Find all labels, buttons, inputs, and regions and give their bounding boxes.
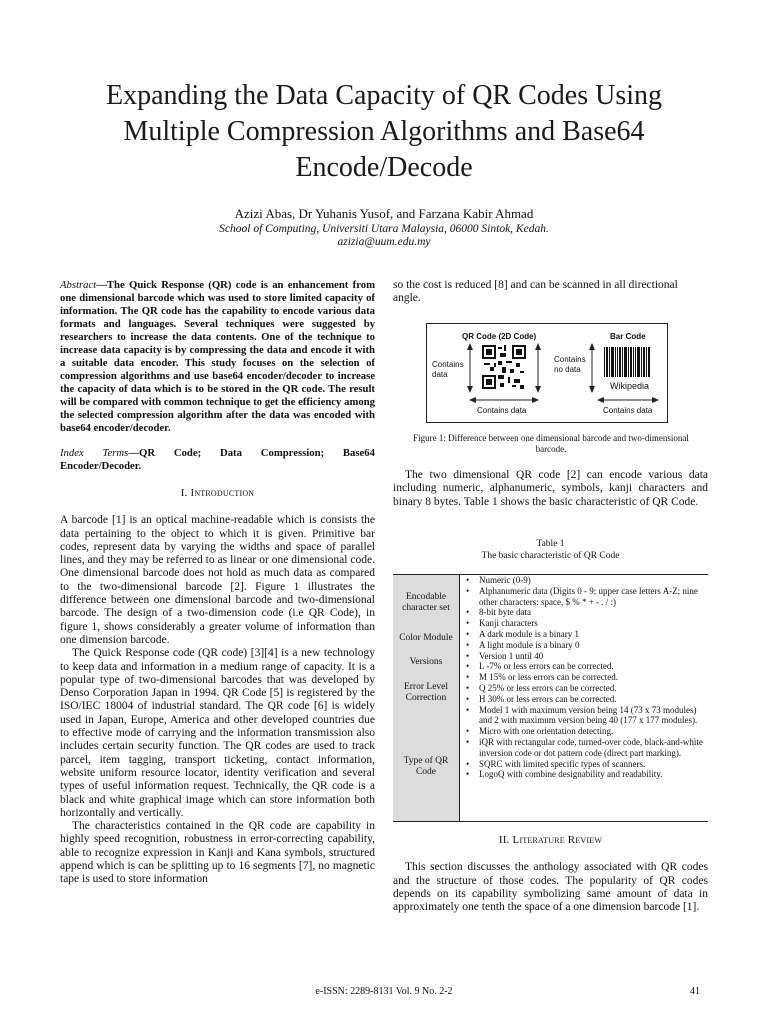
list-item: • Q 25% or less errors can be corrected. bbox=[459, 683, 708, 694]
section-heading-literature-review: II. Literature Review bbox=[498, 834, 603, 846]
list-item: • Kanji characters bbox=[459, 618, 708, 629]
intro-paragraph-3: The characteristics contained in the QR code are capability in highly speed recognition, robustness in error-correcting capability, able to recognize expression in Kanji and Kana symbols, structured append which is can be splitting up to 16 segments [7], no magnetic tape is used to store information bbox=[60, 820, 375, 886]
list-item: • Alphanumeric data (Digits 0 - 9; upper case letters A-Z; nine other characters: space, $ % * + - . / :) bbox=[459, 586, 708, 608]
list-item: • M 15% or less errors can be corrected. bbox=[459, 672, 708, 683]
section-heading-introduction: I. Introduction bbox=[180, 487, 255, 499]
footer-issn: e-ISSN: 2289-8131 Vol. 9 No. 2-2 bbox=[315, 986, 453, 997]
page-number: 41 bbox=[690, 986, 700, 997]
intro-paragraph-2: The Quick Response code (QR code) [3][4] is a new technology to keep data and information in a medium range of capacity. It is a popular type of two-dimensional barcodes that was developed by Denso Corporation Japan in 1994. QR Code [5] is registered by the ISO/IEC 18004 of industrial standard. The QR code [6] is widely used in Japan, Europe, America and other developed countries due to effective mode of carrying and the information transmission also includes certain security function. The QR codes are used to track parcel, item tagging, transport ticketing, contact information, website uniform resource locator, identity verification and several types of useful information request. Technically, the QR code is a black and white graphical image which can store information both horizontally and vertically. bbox=[60, 647, 375, 819]
paper-title bbox=[60, 78, 708, 186]
index-terms bbox=[60, 447, 375, 473]
abstract-lead: Abstract bbox=[60, 279, 97, 291]
list-item: • Micro with one orientation detecting. bbox=[459, 726, 708, 737]
list-item: • iQR with rectangular code, turned-over code, black-and-white inversion code or dot pattern code (direct part marking). bbox=[459, 737, 708, 759]
table-1-number: Table 1 bbox=[536, 539, 565, 549]
list-item: • Version 1 until 40 bbox=[459, 651, 708, 662]
list-item: • SQRC with limited specific types of scanners. bbox=[459, 759, 708, 770]
affiliation: School of Computing, Universiti Utara Malaysia, 06000 Sintok, Kedah. bbox=[219, 223, 549, 235]
category-type-of-qr: Type of QR Code bbox=[403, 756, 449, 777]
abstract bbox=[60, 279, 375, 435]
list-item: • LogoQ with combine designability and readability. bbox=[459, 769, 708, 780]
figure-bottom-label-left: Contains data bbox=[477, 406, 527, 415]
figure-bottom-label-right: Contains data bbox=[603, 406, 653, 415]
left-column bbox=[60, 279, 375, 887]
title-line-1: Expanding the Data Capacity of QR Codes Using bbox=[105, 80, 662, 111]
figure-contains-no-data-label: Contains no data bbox=[554, 355, 586, 374]
right-paragraph-top: so the cost is reduced [8] and can be scanned in all directional angle. bbox=[393, 279, 678, 305]
right-column-bottom bbox=[393, 820, 708, 914]
title-line-3: Encode/Decode bbox=[295, 152, 473, 183]
index-terms-text: —QR Code; Data Compression; Base64 Encoder/Decoder. bbox=[60, 447, 375, 472]
figure-wikipedia-label: Wikipedia bbox=[610, 381, 650, 391]
abstract-text: —The Quick Response (QR) code is an enhancement from one dimensional barcode which was used to store limited capacity of information. The QR code has the capability to encode various data formats and languages. Several techniques were suggested by researchers to increase the data contents. One of the technique to increase data capacity is by compressing the data and encode it with a suitable data encoder. This study focuses on the selection of compression algorithms and use base64 encoder/decoder to increase the capacity of data which is to be stored in the QR code. The result will be compared with common technique to get the efficiency among the selected compression algorithm after the data was encoded with base64 encoder/decoder. bbox=[60, 279, 375, 434]
barcode-icon bbox=[604, 347, 650, 377]
list-item: • L -7% or less errors can be corrected. bbox=[459, 661, 708, 672]
intro-paragraph-1: A barcode [1] is an optical machine-readable which is consists the data pertaining to the object to which it is given. Primitive bar codes, represent data by varying the widths and space of parallel lines, and they may be referred to as linear or one dimensional code. One dimensional barcode does not hold as much data as compared to the two-dimensional barcode [2]. Figure 1 illustrates the difference between one dimensional barcode and two-dimensional barcode. The design of a two-dimension code (i.e QR Code), in figure 1, shows considerably a greater volume of information than one dimension barcode. bbox=[60, 514, 375, 646]
category-encodable: Encodable character set bbox=[402, 592, 450, 613]
index-terms-lead: Index Terms bbox=[60, 447, 129, 459]
category-color-module: Color Module bbox=[399, 633, 453, 643]
table-1-title: The basic characteristic of QR Code bbox=[481, 550, 620, 561]
table-1-caption bbox=[393, 539, 708, 562]
list-item: • 8-bit byte data bbox=[459, 607, 708, 618]
literature-paragraph-1: This section discusses the anthology associated with QR codes and the structure of those codes. The popularity of QR codes depends on its capability symbolizing same amount of data in approximately one tenth the space of a one dimension barcode [1]. bbox=[393, 861, 708, 914]
figure-bar-title: Bar Code bbox=[610, 332, 646, 341]
title-line-2: Multiple Compression Algorithms and Base64 bbox=[123, 116, 645, 147]
table-category-column bbox=[393, 575, 460, 821]
category-error-correction: Error Level Correction bbox=[403, 682, 449, 703]
figure-contains-data-label: Contains data bbox=[432, 360, 464, 379]
table-1 bbox=[393, 574, 708, 822]
list-item: • H 30% or less errors can be corrected. bbox=[459, 694, 708, 705]
category-versions: Versions bbox=[409, 657, 443, 667]
authors: Azizi Abas, Dr Yuhanis Yusof, and Farzana Kabir Ahmad bbox=[234, 206, 534, 221]
list-item: • A light module is a binary 0 bbox=[459, 640, 708, 651]
author-email[interactable]: azizia@uum.edu.my bbox=[337, 236, 431, 248]
list-item: • A dark module is a binary 1 bbox=[459, 629, 708, 640]
right-column-top bbox=[393, 279, 708, 306]
right-column-mid bbox=[393, 469, 708, 509]
figure-qr-title: QR Code (2D Code) bbox=[462, 332, 537, 341]
list-item: • Numeric (0-9) bbox=[459, 575, 708, 586]
list-item: • Model 1 with maximum version being 14 (73 x 73 modules) and 2 with maximum version being 40 (177 x 177 modules). bbox=[459, 705, 708, 727]
qr-code-icon bbox=[482, 345, 526, 389]
table-bullet-list bbox=[459, 575, 708, 780]
figure-1-caption: Figure 1: Difference between one dimensional barcode and two-dimensional barcode. bbox=[413, 433, 689, 454]
right-paragraph-mid: The two dimensional QR code [2] can encode various data including numeric, alphanumeric, symbols, kanji characters and binary 8 bytes. Table 1 shows the basic characteristic of QR Code. bbox=[393, 469, 708, 508]
